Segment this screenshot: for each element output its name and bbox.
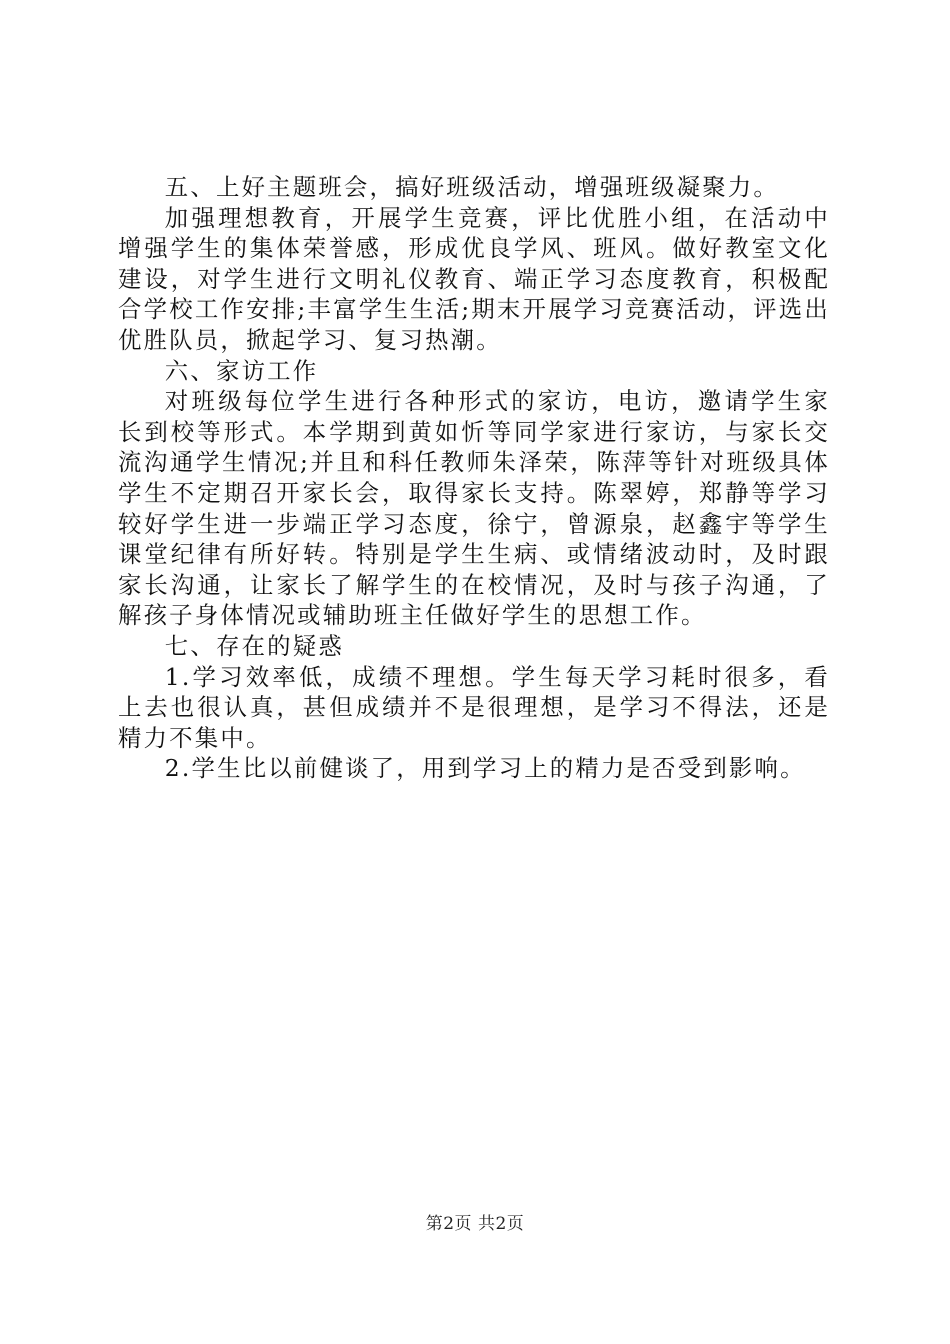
paragraph-home-visits: 对班级每位学生进行各种形式的家访，电访，邀请学生家长到校等形式。本学期到黄如忻等同学家进行家访，与家长交流沟通学生情况;并且和科任教师朱泽荣，陈萍等针对班级具体学生不定期召开家长会，取得家长支持。陈翠婷，郑静等学习较好学生进一步端正学习态度，徐宁，曾源泉，赵鑫宇等学生课堂纪律有所好转。特别是学生生病、或情绪波动时，及时跟家长沟通，让家长了解学生的在校情况，及时与孩子沟通，了解孩子身体情况或辅助班主任做好学生的思想工作。 xyxy=(118,387,830,630)
paragraph-class-activities: 加强理想教育，开展学生竞赛，评比优胜小组，在活动中增强学生的集体荣誉感，形成优良学风、班风。做好教室文化建设，对学生进行文明礼仪教育、端正学习态度教育，积极配合学校工作安排;丰富学生生活;期末开展学习竞赛活动，评选出优胜队员，掀起学习、复习热潮。 xyxy=(118,203,830,354)
list-item-2: 2.学生比以前健谈了，用到学习上的精力是否受到影响。 xyxy=(164,754,806,783)
page-footer: 第2页 共2页 xyxy=(425,1214,525,1234)
list-item-1: 1.学习效率低，成绩不理想。学生每天学习耗时很多，看上去也很认真，甚但成绩并不是很理想，是学习不得法，还是精力不集中。 xyxy=(118,662,830,752)
section-heading-6: 六、家访工作 xyxy=(164,356,319,385)
document-body xyxy=(118,172,830,784)
section-heading-5: 五、上好主题班会，搞好班级活动，增强班级凝聚力。 xyxy=(164,173,779,201)
section-heading-7: 七、存在的疑惑 xyxy=(164,631,344,660)
